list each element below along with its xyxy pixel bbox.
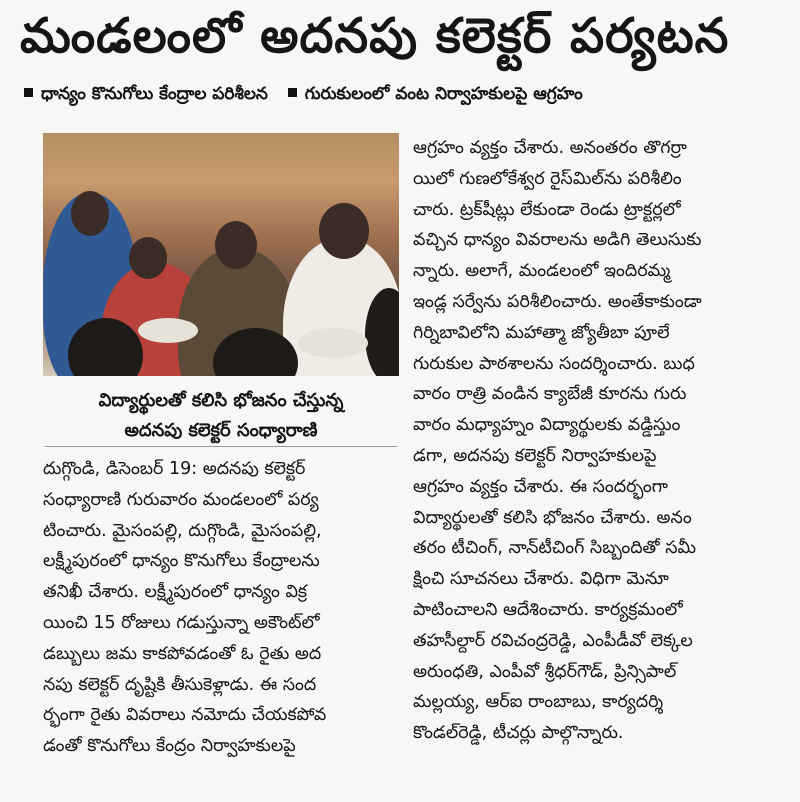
caption-line-2: అదనపు కలెక్టర్ సంధ్యారాణి [124,420,318,441]
article-right-column [413,138,788,754]
text-line: యిలో గుణలోకేశ్వర రైస్‌మిల్‌ను పరిశీలిం [413,168,682,189]
text-line: తహసీల్దార్ రవిచంద్రరెడ్డి, ఎంపీడీవో లెక్కల [413,630,693,651]
text-line: అరుంధతి, ఎంపీవో శ్రీధర్‌గౌడ్, ప్రిన్సిపాల్ [413,661,677,682]
bullet-icon [288,88,297,97]
text-line: విద్యార్థులతో కలిసి భోజనం చేశారు. అనం [413,507,692,528]
text-line: గిర్నిబావిలోని మహాత్మా జ్యోతీబా పూలే [413,322,670,343]
text-line: వచ్చిన ధాన్యం వివరాలను అడిగి తెలుసుకు [413,230,702,251]
bullet-icon [24,88,33,97]
text-line: చారు. ట్రక్‌షీట్లు లేకుండా రెండు ట్రాక్టర్లలో [413,199,681,220]
caption-line-1: విద్యార్థులతో కలిసి భోజనం చేస్తున్న [98,390,344,411]
text-line: సంధ్యారాణి గురువారం మండలంలో పర్య [43,489,319,510]
text-line: ఇండ్ల సర్వేను పరిశీలించారు. అంతేకాకుండా [413,291,702,312]
subheading-1: ధాన్యం కొనుగోలు కేంద్రాల పరిశీలన [41,84,268,104]
news-photo [43,133,399,376]
text-line: నపు కలెక్టర్ దృష్టికి తీసుకెళ్లాడు. ఈ సంద [43,674,317,695]
text-line: యించి 15 రోజులు గడుస్తున్నా అకౌంట్‌లో [43,612,320,633]
text-line: వారం మధ్యాహ్నం విద్యార్థులకు వడ్డిస్తుం [413,415,681,436]
text-line: కొండల్‌రెడ్డి, టీచర్లు పాల్గొన్నారు. [413,723,624,744]
article-left-column [43,459,399,767]
text-line: వారం రాత్రి వండిన క్యాబేజీ కూరను గురు [413,384,687,405]
text-line: పాటించాలని ఆదేశించారు. కార్యక్రమంలో [413,599,683,620]
text-line: తనిఖీ చేశారు. లక్ష్మీపురంలో ధాన్యం విక్ర [43,582,308,603]
subheading-2: గురుకులంలో వంట నిర్వాహకులపై ఆగ్రహం [304,84,583,104]
text-line: తరం టీచింగ్, నాన్‌టీచింగ్ సిబ్బందితో సమీ [413,538,696,559]
text-line: ర్భంగా రైతు వివరాలు నమోదు చేయకపోవ [43,705,327,726]
text-line: ఆగ్రహం వ్యక్తం చేశారు. అనంతరం తొగర్రా [413,138,687,158]
caption-divider [45,446,397,447]
text-line: టించారు. మైసంపల్లి, దుగ్గొండి, మైసంపల్లి, [43,520,322,541]
text-line: న్నారు. అలాగే, మండలంలో ఇందిరమ్మ [413,261,671,282]
text-line: ఆగ్రహం వ్యక్తం చేశారు. ఈ సందర్భంగా [413,476,668,497]
text-line: క్షించి సూచనలు చేశారు. విధిగా మెనూ [413,569,669,590]
photo-caption [45,386,397,446]
headline: మండలంలో అదనపు కలెక్టర్ పర్యటన [20,8,730,64]
text-line: గురుకుల పాఠశాలను సందర్శించారు. బుధ [413,353,695,374]
text-line: లక్ష్మీపురంలో ధాన్యం కొనుగోలు కేంద్రాలను [43,551,320,572]
text-line: మల్లయ్య, ఆర్ఐ రాంబాబు, కార్యదర్శి [413,692,664,713]
subheadings [10,84,790,108]
text-line: దుగ్గొండి, డిసెంబర్ 19: అదనపు కలెక్టర్ [43,459,306,479]
text-line: డగా, అదనపు కలెక్టర్ నిర్వాహకులపై [413,445,657,466]
text-line: డంతో కొనుగోలు కేంద్రం నిర్వాహకులపై [43,736,296,757]
text-line: డబ్బులు జమ కాకపోవడంతో ఓ రైతు అద [43,643,322,664]
